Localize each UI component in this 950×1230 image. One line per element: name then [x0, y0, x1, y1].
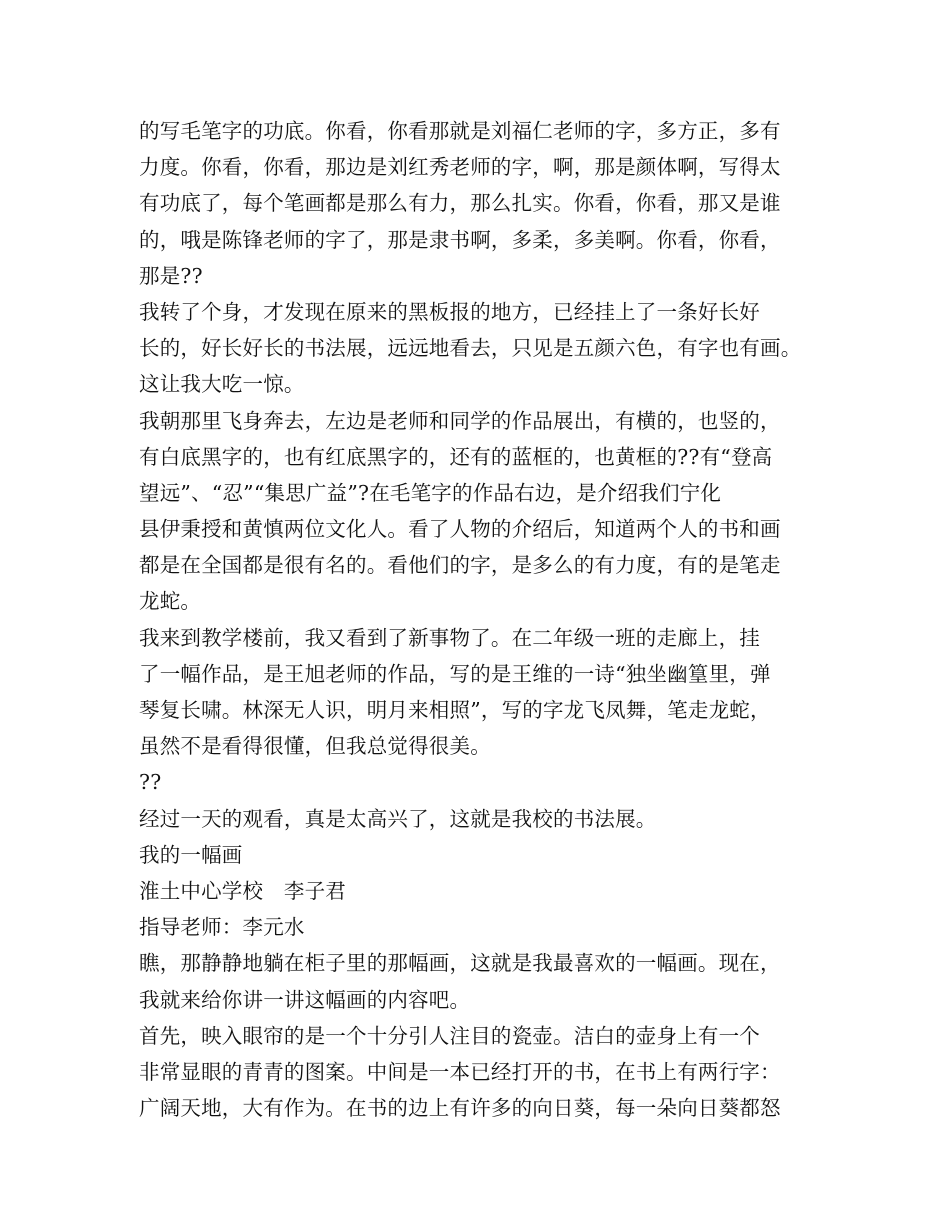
- text-line: 我就来给你讲一讲这幅画的内容吧。: [139, 987, 471, 1012]
- author-line: 淮土中心学校 李子君: [139, 878, 346, 903]
- text-line: 力度。你看，你看，那边是刘红秀老师的字，啊，那是颜体啊，写得太: [139, 155, 781, 180]
- text-line: 县伊秉授和黄慎两位文化人。看了人物的介绍后，知道两个人的书和画: [139, 517, 781, 542]
- text-line: 瞧，那静静地躺在柜子里的那幅画，这就是我最喜欢的一幅画。现在，: [139, 951, 781, 976]
- text-line: 琴复长啸。林深无人识，明月来相照”，写的字龙飞凤舞，笔走龙蛇，: [139, 698, 771, 722]
- text-line: 的，哦是陈锋老师的字了，那是隶书啊，多柔，多美啊。你看，你看，: [139, 227, 781, 252]
- text-line: 我来到教学楼前，我又看到了新事物了。在二年级一班的走廊上，挂: [139, 625, 760, 650]
- essay-title: 我的一幅画: [139, 842, 243, 867]
- text-line: 望远”、“忍”“集思广益”?在毛笔字的作品右边，是介绍我们宁化: [139, 480, 722, 505]
- text-line: 都是在全国都是很有名的。看他们的字，是多么的有力度，有的是笔走: [139, 553, 781, 578]
- text-line: 有白底黑字的，也有红底黑字的，还有的蓝框的，也黄框的??有“登高: [139, 444, 773, 469]
- text-line: 非常显眼的青青的图案。中间是一本已经打开的书，在书上有两行字：: [139, 1059, 781, 1084]
- text-line: 虽然不是看得很懂，但我总觉得很美。: [139, 734, 491, 759]
- text-line: 的写毛笔字的功底。你看，你看那就是刘福仁老师的字，多方正，多有: [139, 119, 781, 143]
- text-line: 首先，映入眼帘的是一个十分引人注目的瓷壶。洁白的壶身上有一个: [139, 1023, 760, 1048]
- text-line: 我朝那里飞身奔去，左边是老师和同学的作品展出，有横的，也竖的，: [139, 408, 781, 433]
- text-line: 经过一天的观看，真是太高兴了，这就是我校的书法展。: [139, 806, 657, 831]
- text-line: ??: [139, 770, 162, 795]
- text-line: 了一幅作品，是王旭老师的作品，写的是王维的一诗“独坐幽篁里，弹: [139, 661, 771, 686]
- text-line: 有功底了，每个笔画都是那么有力，那么扎实。你看，你看，那又是谁: [139, 191, 781, 216]
- body-text: [139, 113, 839, 1126]
- text-line: 龙蛇。: [139, 589, 202, 614]
- text-line: 长的，好长好长的书法展，远远地看去，只见是五颜六色，有字也有画。: [139, 336, 802, 361]
- text-line: 那是??: [139, 263, 203, 288]
- text-line: 这让我大吃一惊。: [139, 372, 305, 397]
- text-line: 广阔天地，大有作为。在书的边上有许多的向日葵，每一朵向日葵都怒: [139, 1096, 781, 1121]
- advisor-line: 指导老师：李元水: [139, 915, 305, 940]
- text-line: 我转了个身，才发现在原来的黑板报的地方，已经挂上了一条好长好: [139, 299, 760, 324]
